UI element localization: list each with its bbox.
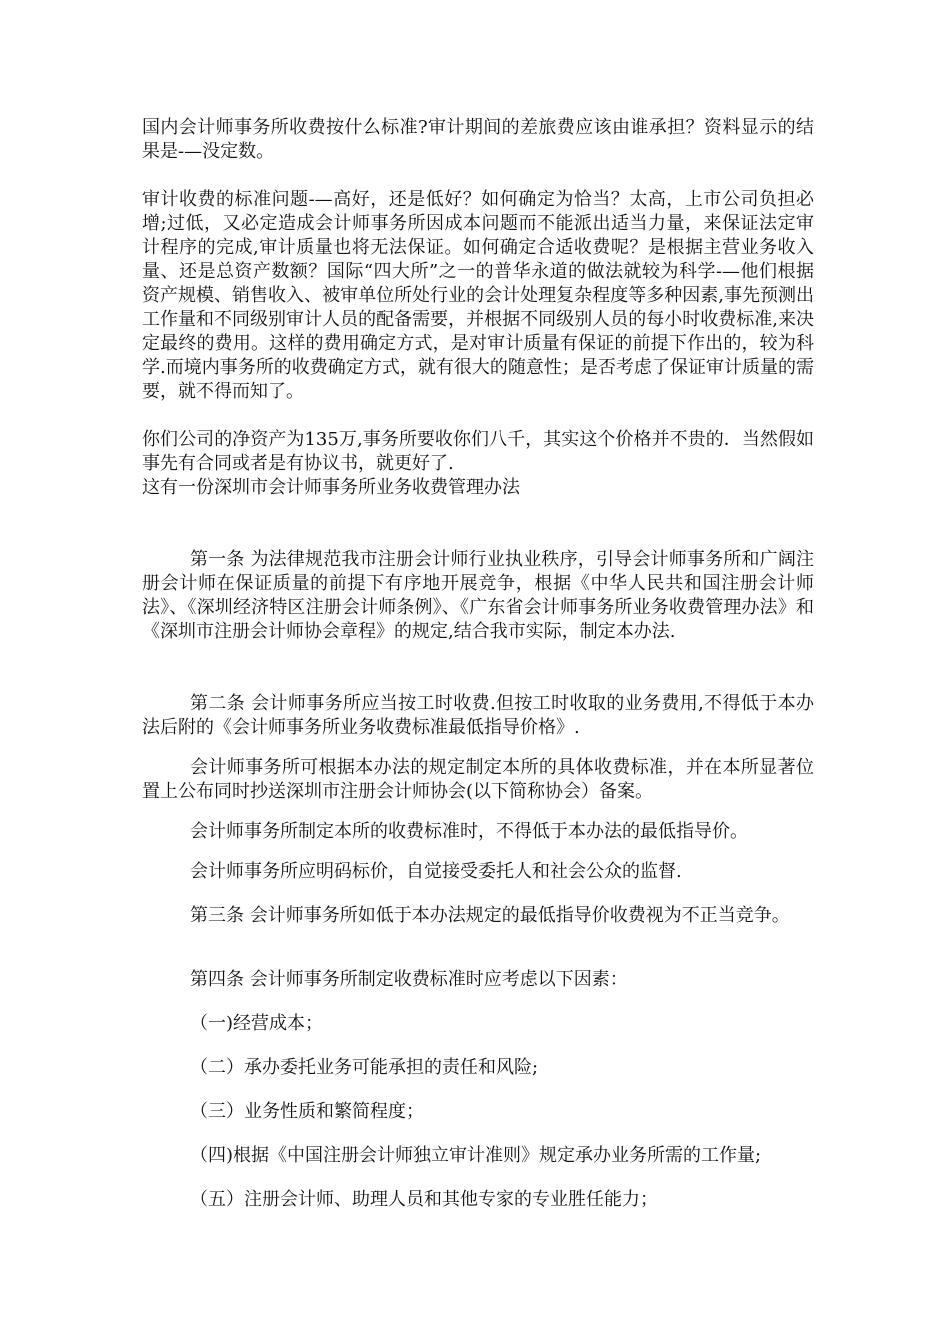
article-4-item-5: （五）注册会计师、助理人员和其他专家的专业胜任能力；	[190, 1189, 658, 1210]
article-2: 第二条 会计师事务所应当按工时收费.但按工时收取的业务费用,不得低于本办法后附的《会计师事务所业务收费标准最低指导价格》.	[142, 693, 814, 738]
article-4-item-3: （三）业务性质和繁简程度；	[190, 1101, 424, 1122]
article-4-item-2: （二）承办委托业务可能承担的责任和风险;	[190, 1057, 539, 1078]
audit-fee-discussion: 审计收费的标准问题-—高好，还是低好？如何确定为恰当？太高，上市公司负担必增;过低，又必定造成会计师事务所因成本问题而不能派出适当力量，来保证法定审计程序的完成,审计质量也将无法保证。如何确定合适收费呢？是根据主营业务收入量、还是总资产数额？国际“四大所”之一的普华永道的做法就较为科学-—他们根据资产规模、销售收入、被审单位所处行业的会计处理复杂程度等多种因素,事先预测出工作量和不同级别审计人员的配备需要，并根据不同级别人员的每小时收费标准,来决定最终的费用。这样的费用确定方式，是对审计质量有保证的前提下作出的，较为科学.而境内事务所的收费确定方式，就有很大的随意性；是否考虑了保证审计质量的需要，就不得而知了。	[142, 189, 814, 402]
article-2-clause-pricing: 会计师事务所应明码标价，自觉接受委托人和社会公众的监督.	[190, 861, 682, 882]
article-2-clause-minimum: 会计师事务所制定本所的收费标准时，不得低于本办法的最低指导价。	[190, 821, 748, 842]
regulation-intro: 这有一份深圳市会计师事务所业务收费管理办法	[142, 477, 520, 498]
article-3: 第三条 会计师事务所如低于本办法规定的最低指导价收费视为不正当竞争。	[190, 905, 790, 926]
article-2-clause-filing: 会计师事务所可根据本办法的规定制定本所的具体收费标准，并在本所显著位置上公布同时抄送深圳市注册会计师协会(以下简称协会）备案。	[142, 757, 814, 802]
net-assets-advice: 你们公司的净资产为135万,事务所要收你们八千，其实这个价格并不贵的．当然假如事先有合同或者是有协议书，就更好了.	[142, 429, 814, 474]
intro-question: 国内会计师事务所收费按什么标准?审计期间的差旅费应该由谁承担？资料显示的结果是-—没定数。	[142, 117, 814, 162]
article-4-item-1: （一)经营成本；	[190, 1013, 324, 1034]
article-4-item-4: （四)根据《中国注册会计师独立审计准则》规定承办业务所需的工作量;	[190, 1145, 762, 1166]
article-1: 第一条 为法律规范我市注册会计师行业执业秩序，引导会计师事务所和广阔注册会计师在保证质量的前提下有序地开展竞争，根据《中华人民共和国注册会计师法》、《深圳经济特区注册会计师条例》、《广东省会计师事务所业务收费管理办法》和《深圳市注册会计师协会章程》的规定,结合我市实际，制定本办法.	[142, 549, 814, 642]
article-4: 第四条 会计师事务所制定收费标准时应考虑以下因素：	[190, 969, 628, 990]
